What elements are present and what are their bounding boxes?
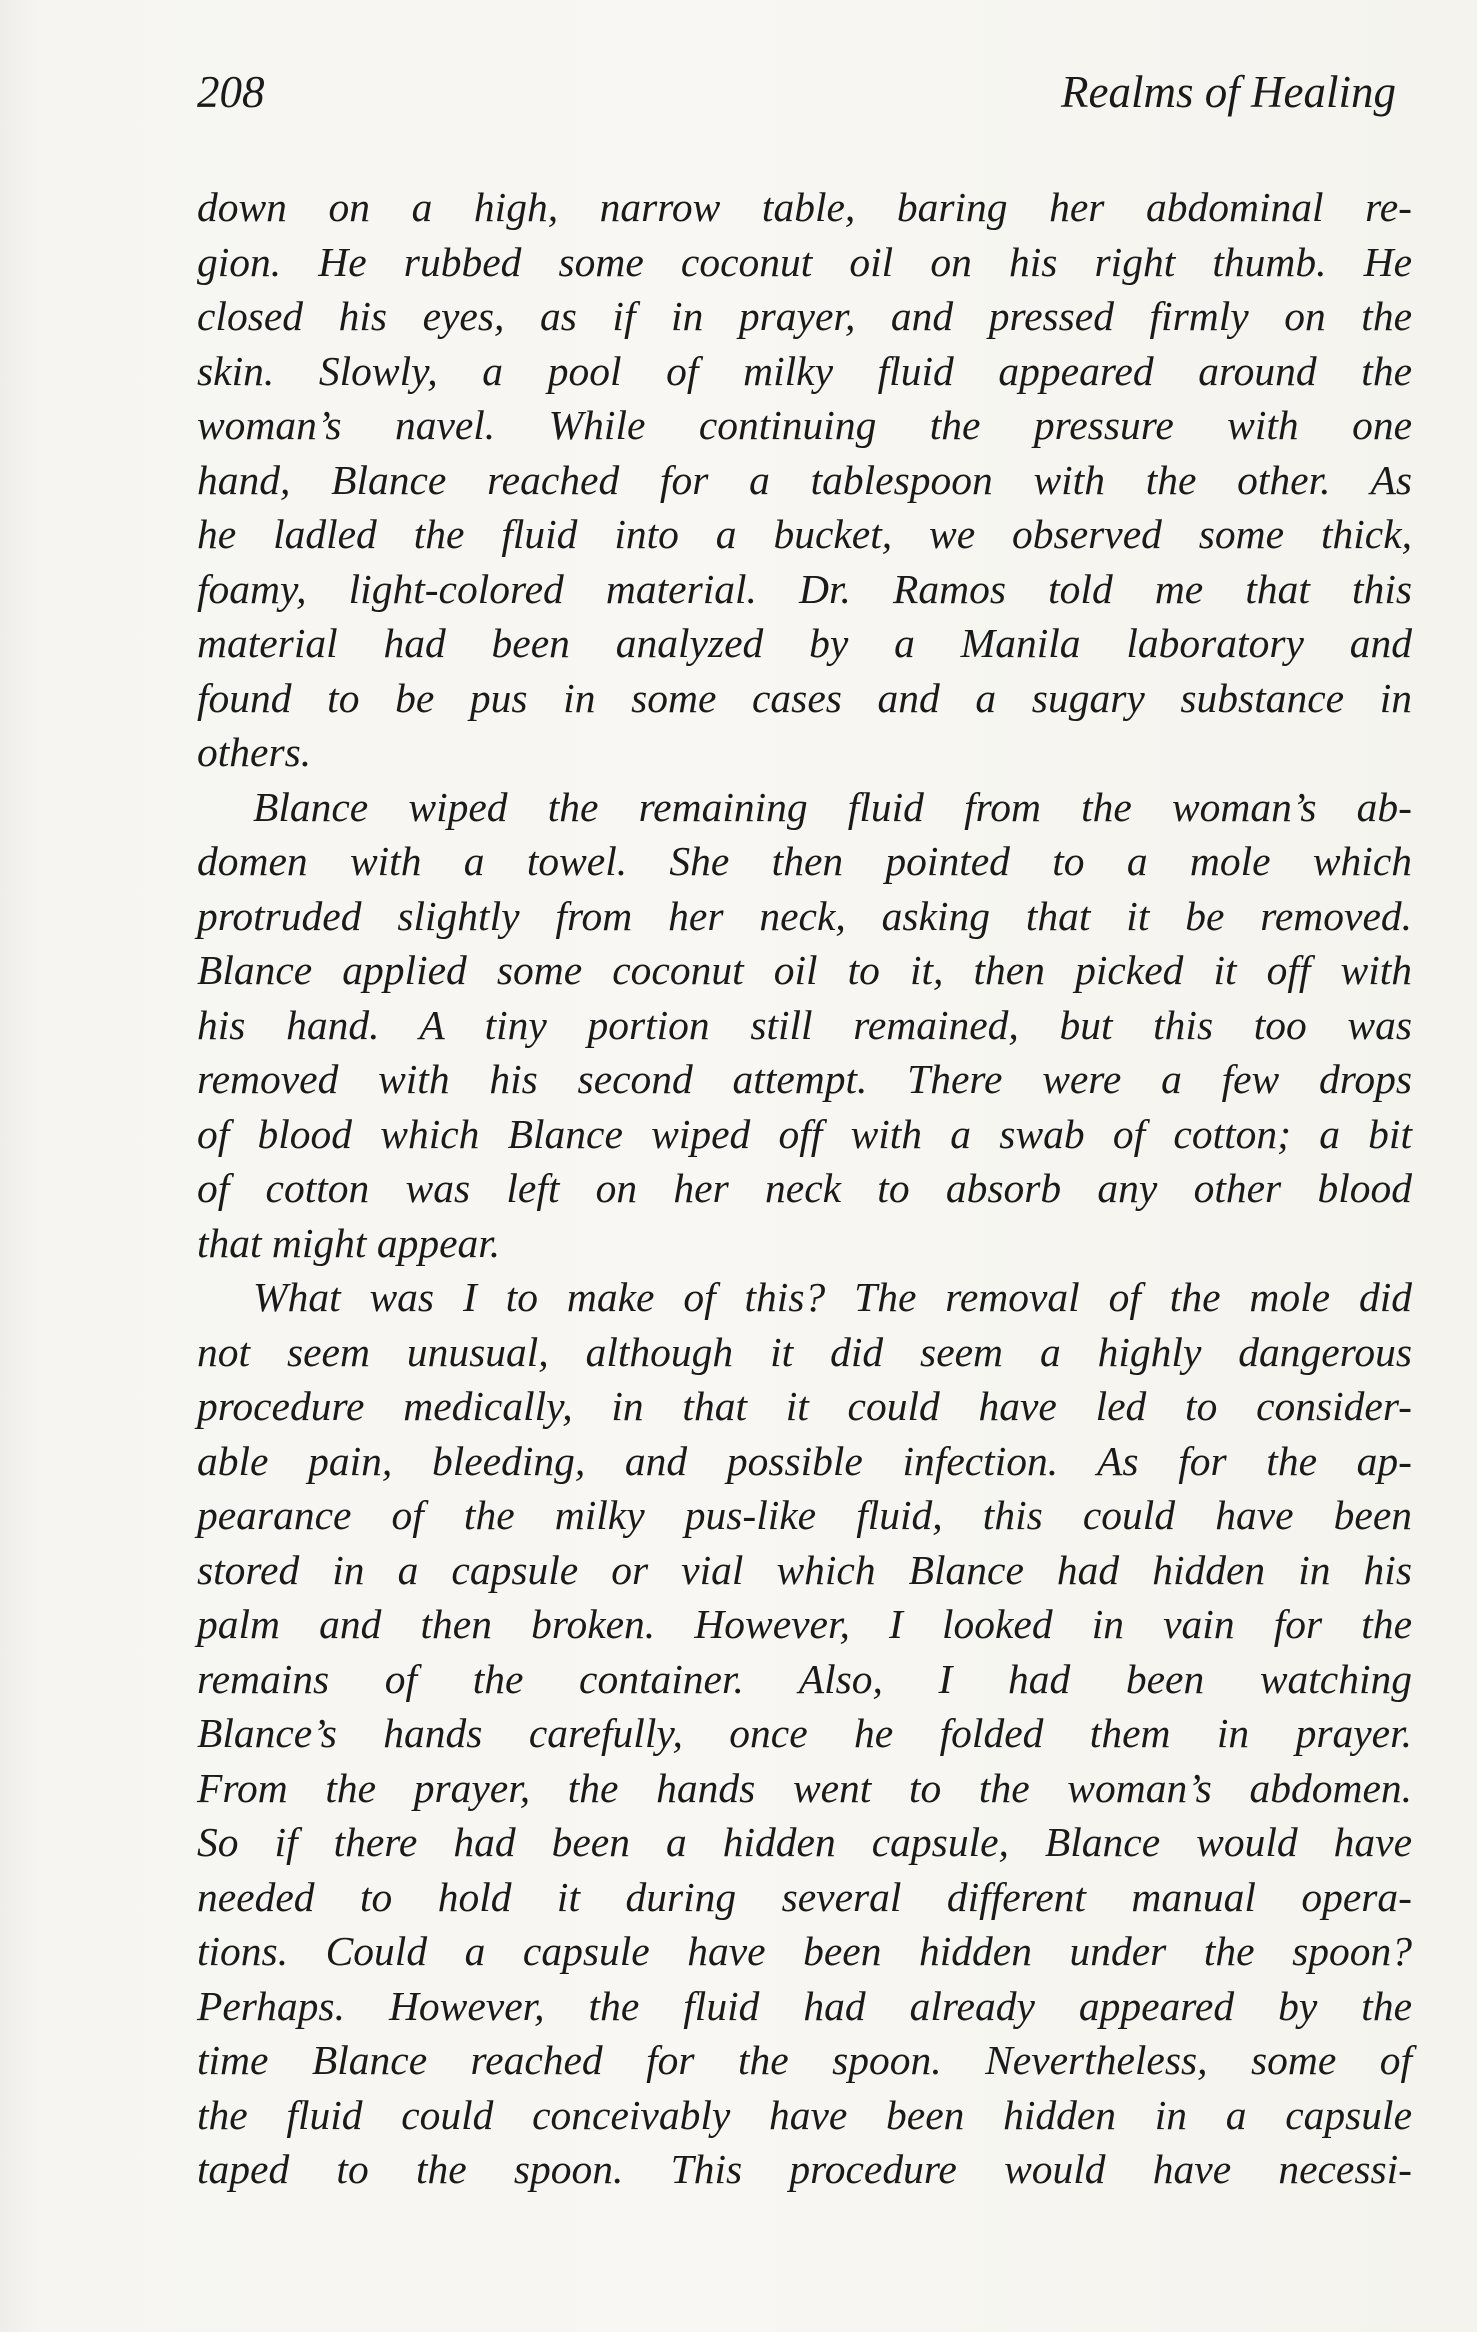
paragraph-first-line: Blance wiped the remaining fluid from the woman’s ab-: [253, 783, 1412, 830]
paragraph-end-line: others.: [197, 729, 312, 775]
text-line: domen with a towel. She then pointed to a mole which: [197, 838, 1412, 884]
text-line: down on a high, narrow table, baring her abdominal re-: [197, 184, 1412, 230]
text-line: of blood which Blance wiped off with a swab of cotton; a bit: [197, 1110, 1412, 1157]
text-line: skin. Slowly, a pool of milky fluid appeared around the: [197, 347, 1412, 394]
text-line: removed with his second attempt. There were a few drops: [197, 1056, 1412, 1102]
text-line: Blance applied some coconut oil to it, then picked it off with: [197, 947, 1412, 993]
text-line: his hand. A tiny portion still remained, but this too was: [197, 1001, 1412, 1048]
text-line: foamy, light-colored material. Dr. Ramos told me that this: [197, 565, 1412, 612]
text-line: the fluid could conceivably have been hidden in a capsule: [197, 2091, 1412, 2138]
text-line: hand, Blance reached for a tablespoon with the other. As: [197, 456, 1412, 503]
text-line: remains of the container. Also, I had been watching: [197, 1655, 1412, 1702]
text-line: taped to the spoon. This procedure would have necessi-: [197, 2146, 1412, 2192]
text-line: From the prayer, the hands went to the woman’s abdomen.: [197, 1764, 1412, 1811]
text-line: Perhaps. However, the fluid had already appeared by the: [197, 1982, 1412, 2029]
text-line: procedure medically, in that it could have led to consider-: [197, 1383, 1412, 1429]
text-line: able pain, bleeding, and possible infection. As for the ap-: [197, 1437, 1412, 1484]
text-line: he ladled the fluid into a bucket, we observed some thick,: [197, 511, 1412, 557]
text-line: time Blance reached for the spoon. Nevertheless, some of: [197, 2037, 1412, 2083]
text-line: palm and then broken. However, I looked in vain for the: [197, 1601, 1412, 1647]
running-title: Realms of Healing: [1061, 67, 1396, 117]
page-header: [197, 62, 1396, 122]
paragraph-end-line: that might appear.: [197, 1219, 501, 1266]
text-line: pearance of the milky pus-like fluid, this could have been: [197, 1492, 1412, 1538]
text-line: Blance’s hands carefully, once he folded them in prayer.: [197, 1710, 1412, 1756]
page-number: 208: [197, 67, 265, 117]
text-line: of cotton was left on her neck to absorb any other blood: [197, 1165, 1412, 1211]
text-line: So if there had been a hidden capsule, Blance would have: [197, 1819, 1412, 1865]
paragraph-first-line: What was I to make of this? The removal of the mole did: [253, 1274, 1412, 1320]
text-line: not seem unusual, although it did seem a highly dangerous: [197, 1328, 1412, 1375]
text-line: stored in a capsule or vial which Blance had hidden in his: [197, 1546, 1412, 1593]
body-text: [197, 180, 1412, 2197]
text-line: material had been analyzed by a Manila laboratory and: [197, 620, 1412, 666]
text-line: found to be pus in some cases and a sugary substance in: [197, 674, 1412, 721]
text-line: gion. He rubbed some coconut oil on his right thumb. He: [197, 238, 1412, 285]
text-line: tions. Could a capsule have been hidden under the spoon?: [197, 1928, 1412, 1974]
text-line: closed his eyes, as if in prayer, and pressed firmly on the: [197, 293, 1412, 339]
text-line: woman’s navel. While continuing the pressure with one: [197, 402, 1412, 448]
text-line: protruded slightly from her neck, asking that it be removed.: [197, 892, 1412, 939]
text-line: needed to hold it during several different manual opera-: [197, 1873, 1412, 1920]
